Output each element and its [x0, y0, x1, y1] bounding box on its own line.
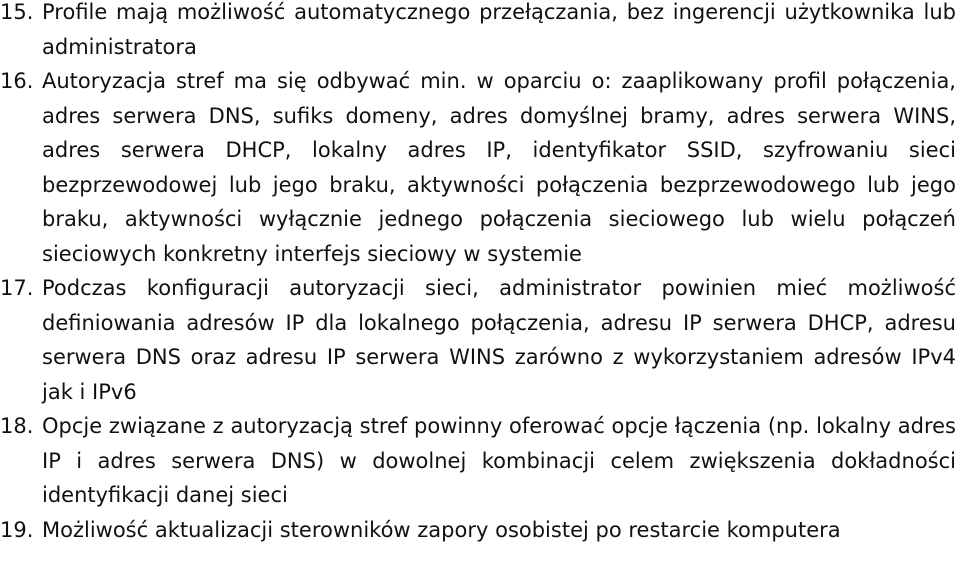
item-text: Możliwość aktualizacji sterowników zapory osobistej po restarcie komputera: [42, 517, 841, 542]
item-text: Opcje związane z autoryzacją stref powinny oferować opcje łączenia (np. lokalny adres IP i adres serwera DNS) w dowolnej kombinacji celem zwiększenia dokładności identyfikacji danej sieci: [42, 414, 956, 507]
list-item-18: [0, 409, 960, 513]
item-number: 17.: [0, 276, 34, 300]
item-number: 18.: [0, 414, 34, 438]
list-item-16: [0, 64, 960, 271]
item-number: 19.: [0, 517, 34, 542]
item-text: Autoryzacja stref ma się odbywać min. w oparciu o: zaaplikowany profil połączenia, adres serwera DNS, sufiks domeny, adres domyślnej bramy, adres serwera WINS, adres serwera DHCP, lokalny adres IP, identyfikator SSID, szyfrowaniu sieci bezprzewodowej lub jego braku, aktywności połączenia bezprzewodowego lub jego braku, aktywności wyłącznie jednego połączenia sieciowego lub wielu połączeń sieciowych konkretny interfejs sieciowy w systemie: [42, 69, 956, 266]
list-item-15: [0, 0, 960, 64]
item-text: Podczas konfiguracji autoryzacji sieci, administrator powinien mieć możliwość definiowania adresów IP dla lokalnego połączenia, adresu IP serwera DHCP, adresu serwera DNS oraz adresu IP serwera WINS zarówno z wykorzystaniem adresów IPv4 jak i IPv6: [42, 276, 956, 404]
list-item-17: [0, 271, 960, 409]
item-number: 15.: [0, 0, 34, 24]
item-number: 16.: [0, 69, 34, 93]
item-text: Profile mają możliwość automatycznego przełączania, bez ingerencji użytkownika lub administratora: [42, 0, 956, 59]
list-item-19: [0, 513, 960, 548]
